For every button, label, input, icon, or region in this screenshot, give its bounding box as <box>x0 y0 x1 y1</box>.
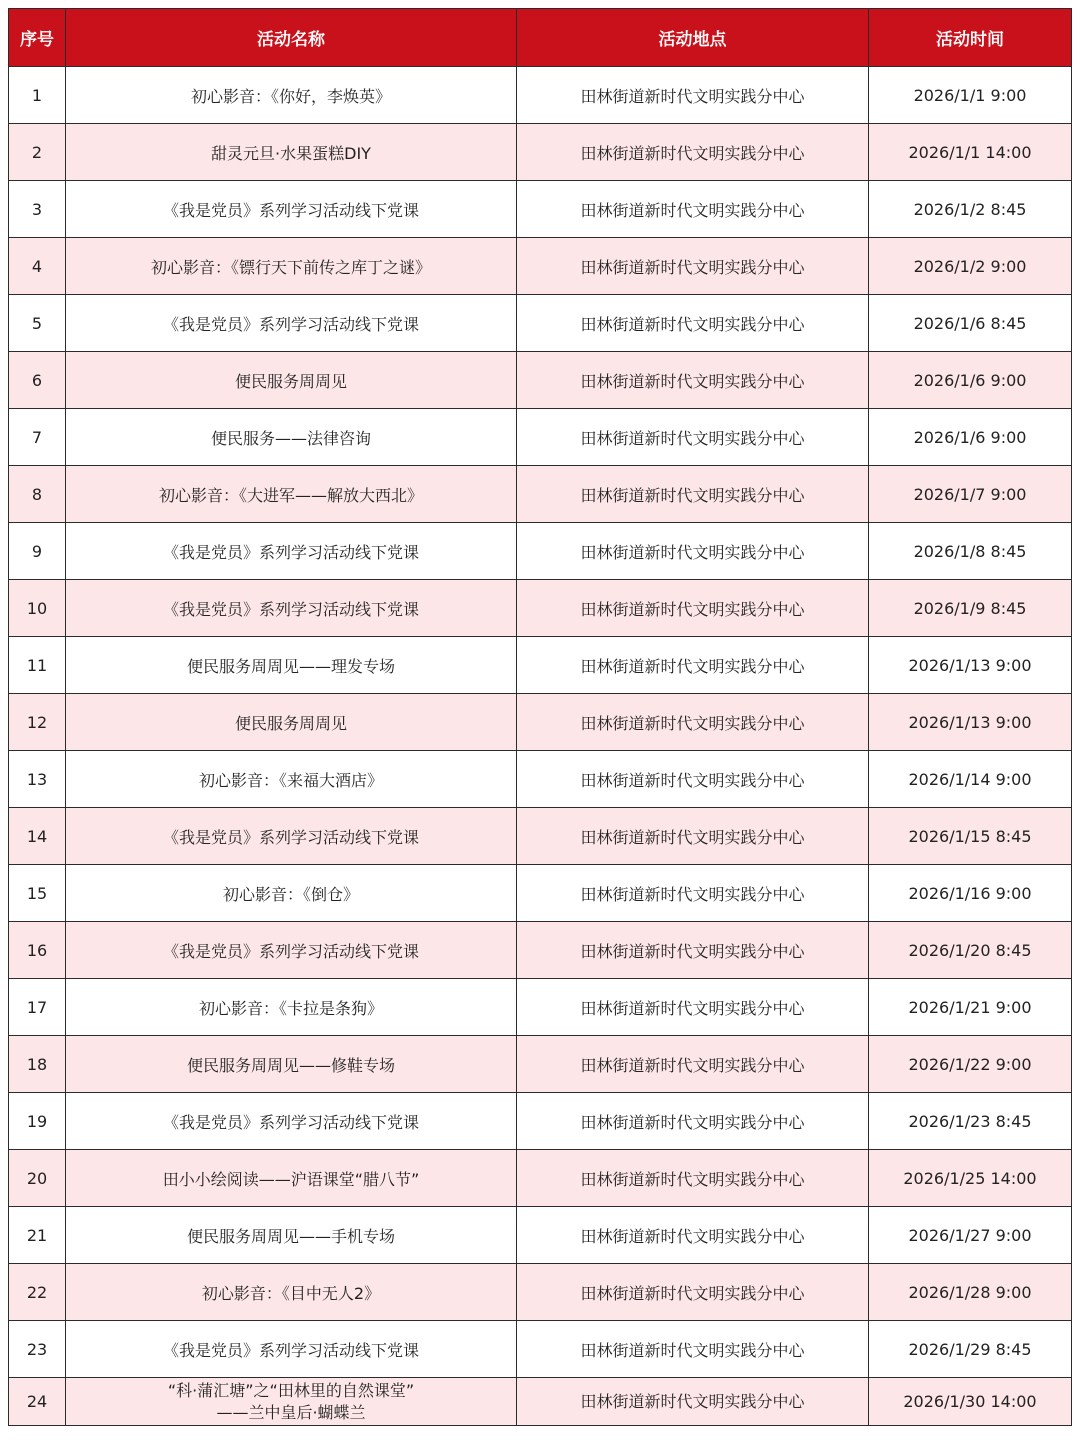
table-row <box>9 352 1072 409</box>
row-number: 8 <box>9 466 66 523</box>
activity-name-line-1: “科·蒲汇塘”之“田林里的自然课堂” <box>167 1380 415 1400</box>
row-location: 田林街道新时代文明实践分中心 <box>517 1036 869 1093</box>
row-number: 17 <box>9 979 66 1036</box>
row-number: 14 <box>9 808 66 865</box>
row-activity-name: 便民服务周周见 <box>66 694 517 751</box>
activity-schedule <box>8 8 1071 1426</box>
row-number: 2 <box>9 124 66 181</box>
table-row <box>9 1036 1072 1093</box>
row-activity-name: 《我是党员》系列学习活动线下党课 <box>66 295 517 352</box>
table-row <box>9 523 1072 580</box>
table-row <box>9 409 1072 466</box>
row-time: 2026/1/2 8:45 <box>869 181 1072 238</box>
row-activity-name: 便民服务——法律咨询 <box>66 409 517 466</box>
row-time: 2026/1/29 8:45 <box>869 1321 1072 1378</box>
row-location: 田林街道新时代文明实践分中心 <box>517 1378 869 1426</box>
row-activity-name: 田小小绘阅读——沪语课堂“腊八节” <box>66 1150 517 1207</box>
row-activity-name: 初心影音：《大进军——解放大西北》 <box>66 466 517 523</box>
table-row <box>9 808 1072 865</box>
row-location: 田林街道新时代文明实践分中心 <box>517 1207 869 1264</box>
header-row <box>9 9 1072 67</box>
row-location: 田林街道新时代文明实践分中心 <box>517 808 869 865</box>
row-number: 4 <box>9 238 66 295</box>
table-row <box>9 124 1072 181</box>
row-time: 2026/1/27 9:00 <box>869 1207 1072 1264</box>
row-location: 田林街道新时代文明实践分中心 <box>517 637 869 694</box>
table-row <box>9 694 1072 751</box>
row-activity-name: 便民服务周周见 <box>66 352 517 409</box>
table-row <box>9 1378 1072 1426</box>
table-row <box>9 580 1072 637</box>
row-activity-name: 《我是党员》系列学习活动线下党课 <box>66 1093 517 1150</box>
row-time: 2026/1/1 14:00 <box>869 124 1072 181</box>
row-time: 2026/1/20 8:45 <box>869 922 1072 979</box>
row-time: 2026/1/6 9:00 <box>869 352 1072 409</box>
table-row <box>9 1150 1072 1207</box>
row-location: 田林街道新时代文明实践分中心 <box>517 238 869 295</box>
row-activity-name: 便民服务周周见——修鞋专场 <box>66 1036 517 1093</box>
row-time: 2026/1/28 9:00 <box>869 1264 1072 1321</box>
row-number: 23 <box>9 1321 66 1378</box>
row-number: 9 <box>9 523 66 580</box>
table-row <box>9 295 1072 352</box>
table-row <box>9 1321 1072 1378</box>
header-time: 活动时间 <box>869 9 1072 67</box>
row-activity-name: 《我是党员》系列学习活动线下党课 <box>66 922 517 979</box>
row-time: 2026/1/9 8:45 <box>869 580 1072 637</box>
row-activity-name: 初心影音：《倒仓》 <box>66 865 517 922</box>
row-time: 2026/1/6 9:00 <box>869 409 1072 466</box>
row-location: 田林街道新时代文明实践分中心 <box>517 751 869 808</box>
row-number: 18 <box>9 1036 66 1093</box>
row-activity-name: 《我是党员》系列学习活动线下党课 <box>66 181 517 238</box>
row-activity-name: 初心影音：《来福大酒店》 <box>66 751 517 808</box>
row-time: 2026/1/30 14:00 <box>869 1378 1072 1426</box>
row-location: 田林街道新时代文明实践分中心 <box>517 523 869 580</box>
row-location: 田林街道新时代文明实践分中心 <box>517 865 869 922</box>
row-location: 田林街道新时代文明实践分中心 <box>517 1150 869 1207</box>
row-time: 2026/1/13 9:00 <box>869 694 1072 751</box>
row-time: 2026/1/1 9:00 <box>869 67 1072 124</box>
row-time: 2026/1/16 9:00 <box>869 865 1072 922</box>
row-location: 田林街道新时代文明实践分中心 <box>517 409 869 466</box>
row-number: 1 <box>9 67 66 124</box>
table-row <box>9 751 1072 808</box>
row-number: 21 <box>9 1207 66 1264</box>
row-number: 13 <box>9 751 66 808</box>
row-activity-name: 《我是党员》系列学习活动线下党课 <box>66 523 517 580</box>
row-activity-name: 初心影音：《目中无人2》 <box>66 1264 517 1321</box>
row-activity-name: 甜灵元旦·水果蛋糕DIY <box>66 124 517 181</box>
table-row <box>9 637 1072 694</box>
activity-name-line-2: ——兰中皇后·蝴蝶兰 <box>216 1402 366 1422</box>
row-number: 5 <box>9 295 66 352</box>
table-body <box>9 67 1072 1426</box>
row-location: 田林街道新时代文明实践分中心 <box>517 295 869 352</box>
row-activity-name: 初心影音：《你好，李焕英》 <box>66 67 517 124</box>
table-row <box>9 181 1072 238</box>
activity-table <box>8 8 1072 1426</box>
row-time: 2026/1/15 8:45 <box>869 808 1072 865</box>
row-number: 16 <box>9 922 66 979</box>
row-number: 3 <box>9 181 66 238</box>
row-time: 2026/1/13 9:00 <box>869 637 1072 694</box>
row-number: 22 <box>9 1264 66 1321</box>
row-activity-name: 便民服务周周见——理发专场 <box>66 637 517 694</box>
row-time: 2026/1/23 8:45 <box>869 1093 1072 1150</box>
row-number: 24 <box>9 1378 66 1426</box>
row-number: 12 <box>9 694 66 751</box>
row-number: 20 <box>9 1150 66 1207</box>
table-row <box>9 67 1072 124</box>
row-location: 田林街道新时代文明实践分中心 <box>517 979 869 1036</box>
row-location: 田林街道新时代文明实践分中心 <box>517 124 869 181</box>
table-row <box>9 922 1072 979</box>
table-row <box>9 238 1072 295</box>
header-number: 序号 <box>9 9 66 67</box>
header-location: 活动地点 <box>517 9 869 67</box>
row-location: 田林街道新时代文明实践分中心 <box>517 1093 869 1150</box>
row-location: 田林街道新时代文明实践分中心 <box>517 352 869 409</box>
header-activity-name: 活动名称 <box>66 9 517 67</box>
row-number: 7 <box>9 409 66 466</box>
row-location: 田林街道新时代文明实践分中心 <box>517 181 869 238</box>
row-location: 田林街道新时代文明实践分中心 <box>517 1264 869 1321</box>
row-number: 19 <box>9 1093 66 1150</box>
row-location: 田林街道新时代文明实践分中心 <box>517 67 869 124</box>
table-row <box>9 1207 1072 1264</box>
row-location: 田林街道新时代文明实践分中心 <box>517 580 869 637</box>
row-time: 2026/1/6 8:45 <box>869 295 1072 352</box>
row-number: 15 <box>9 865 66 922</box>
row-activity-name: 《我是党员》系列学习活动线下党课 <box>66 580 517 637</box>
row-activity-name <box>66 1378 517 1426</box>
table-row <box>9 865 1072 922</box>
row-location: 田林街道新时代文明实践分中心 <box>517 1321 869 1378</box>
row-time: 2026/1/2 9:00 <box>869 238 1072 295</box>
row-time: 2026/1/25 14:00 <box>869 1150 1072 1207</box>
row-activity-name: 初心影音：《卡拉是条狗》 <box>66 979 517 1036</box>
row-time: 2026/1/22 9:00 <box>869 1036 1072 1093</box>
row-number: 10 <box>9 580 66 637</box>
row-location: 田林街道新时代文明实践分中心 <box>517 694 869 751</box>
row-time: 2026/1/8 8:45 <box>869 523 1072 580</box>
row-activity-name: 初心影音：《镖行天下前传之库丁之谜》 <box>66 238 517 295</box>
row-activity-name: 便民服务周周见——手机专场 <box>66 1207 517 1264</box>
row-time: 2026/1/14 9:00 <box>869 751 1072 808</box>
row-time: 2026/1/7 9:00 <box>869 466 1072 523</box>
row-activity-name: 《我是党员》系列学习活动线下党课 <box>66 1321 517 1378</box>
table-row <box>9 1093 1072 1150</box>
row-location: 田林街道新时代文明实践分中心 <box>517 466 869 523</box>
row-time: 2026/1/21 9:00 <box>869 979 1072 1036</box>
table-row <box>9 466 1072 523</box>
table-row <box>9 1264 1072 1321</box>
row-location: 田林街道新时代文明实践分中心 <box>517 922 869 979</box>
row-activity-name: 《我是党员》系列学习活动线下党课 <box>66 808 517 865</box>
row-number: 11 <box>9 637 66 694</box>
table-row <box>9 979 1072 1036</box>
row-number: 6 <box>9 352 66 409</box>
